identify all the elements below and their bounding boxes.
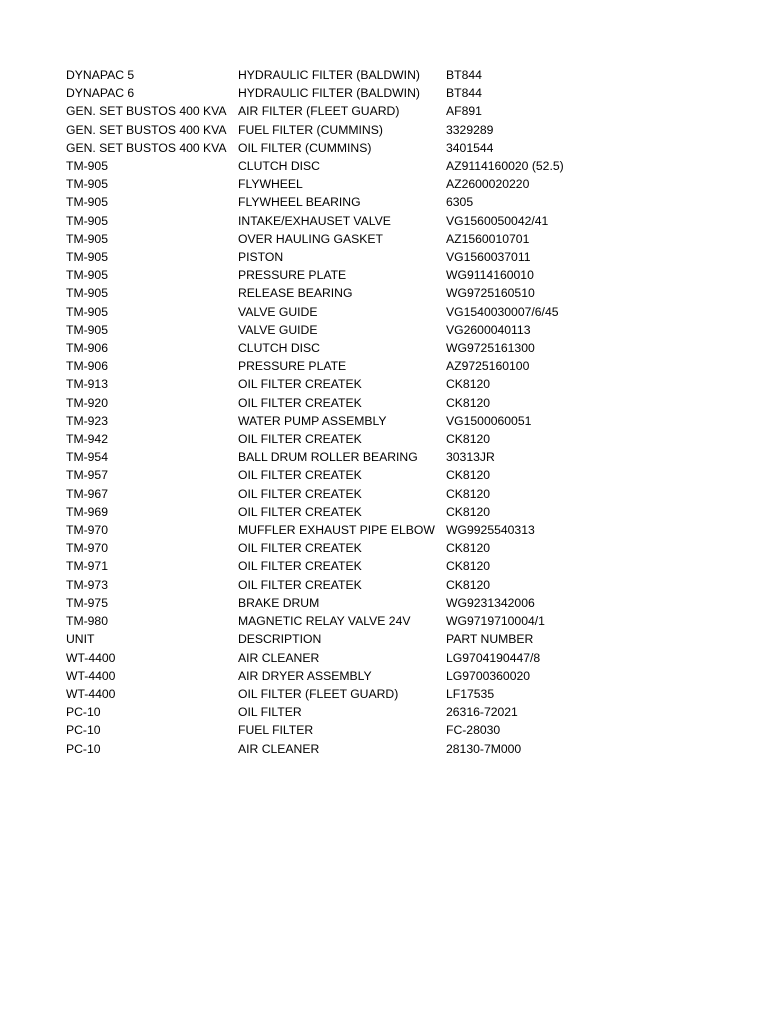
table-row [66, 139, 706, 157]
description-cell: OIL FILTER (CUMMINS) [238, 140, 372, 155]
description-cell: OIL FILTER CREATEK [238, 486, 362, 501]
description-cell: OIL FILTER CREATEK [238, 504, 362, 519]
table-row [66, 685, 706, 703]
table-row [66, 157, 706, 175]
table-row [66, 740, 706, 758]
unit-cell: TM-905 [66, 231, 108, 246]
part-number-cell: VG1560037011 [446, 250, 531, 265]
table-row [66, 630, 706, 648]
table-row [66, 193, 706, 211]
description-cell: WATER PUMP ASSEMBLY [238, 413, 387, 428]
part-number-cell: LG9700360020 [446, 668, 531, 683]
unit-cell: WT-4400 [66, 650, 116, 665]
table-row [66, 66, 706, 84]
table-row [66, 649, 706, 667]
description-cell: VALVE GUIDE [238, 304, 318, 319]
part-number-cell: CK8120 [446, 504, 491, 519]
table-row [66, 339, 706, 357]
unit-cell: TM-942 [66, 432, 108, 447]
part-number-cell: FC-28030 [446, 723, 501, 738]
description-cell: AIR CLEANER [238, 741, 320, 756]
description-cell: DESCRIPTION [238, 632, 322, 647]
unit-cell: TM-967 [66, 486, 108, 501]
unit-cell: TM-969 [66, 504, 108, 519]
unit-cell: TM-970 [66, 523, 108, 538]
table-row [66, 303, 706, 321]
table-row [66, 248, 706, 266]
table-row [66, 102, 706, 120]
description-cell: AIR DRYER ASSEMBLY [238, 668, 372, 683]
part-number-cell: CK8120 [446, 541, 491, 556]
unit-cell: TM-905 [66, 268, 108, 283]
table-row [66, 357, 706, 375]
description-cell: FLYWHEEL BEARING [238, 195, 361, 210]
description-cell: OIL FILTER (FLEET GUARD) [238, 686, 399, 701]
table-row [66, 466, 706, 484]
part-number-cell: CK8120 [446, 577, 491, 592]
table-row [66, 84, 706, 102]
unit-cell: PC-10 [66, 723, 101, 738]
part-number-cell: 28130-7M000 [446, 741, 522, 756]
part-number-cell: WG9114160010 [446, 268, 534, 283]
part-number-cell: 26316-72021 [446, 705, 518, 720]
table-row [66, 212, 706, 230]
unit-cell: TM-954 [66, 450, 108, 465]
table-row [66, 321, 706, 339]
description-cell: FUEL FILTER [238, 723, 314, 738]
unit-cell: TM-913 [66, 377, 108, 392]
unit-cell: TM-920 [66, 395, 108, 410]
part-number-cell: LG9704190447/8 [446, 650, 541, 665]
unit-cell: TM-905 [66, 159, 108, 174]
table-row [66, 175, 706, 193]
unit-cell: DYNAPAC 6 [66, 86, 135, 101]
part-number-cell: VG1560050042/41 [446, 213, 549, 228]
unit-cell: PC-10 [66, 705, 101, 720]
table-row [66, 703, 706, 721]
part-number-cell: AZ2600020220 [446, 177, 530, 192]
part-number-cell: AZ9725160100 [446, 359, 530, 374]
unit-cell: TM-973 [66, 577, 108, 592]
description-cell: CLUTCH DISC [238, 159, 320, 174]
description-cell: OIL FILTER CREATEK [238, 377, 362, 392]
table-row [66, 375, 706, 393]
description-cell: OIL FILTER [238, 705, 302, 720]
unit-cell: WT-4400 [66, 668, 116, 683]
part-number-cell: 30313JR [446, 450, 495, 465]
part-number-cell: CK8120 [446, 432, 491, 447]
description-cell: OVER HAULING GASKET [238, 231, 383, 246]
table-row [66, 539, 706, 557]
table-row [66, 266, 706, 284]
part-number-cell: BT844 [446, 68, 482, 82]
part-number-cell: CK8120 [446, 395, 491, 410]
table-row [66, 230, 706, 248]
table-row [66, 521, 706, 539]
table-row [66, 430, 706, 448]
table-row [66, 576, 706, 594]
part-number-cell: 3329289 [446, 122, 494, 137]
unit-cell: TM-905 [66, 322, 108, 337]
part-number-cell: WG9925540313 [446, 523, 535, 538]
unit-cell: TM-905 [66, 177, 108, 192]
part-number-cell: 6305 [446, 195, 474, 210]
part-number-cell: WG9231342006 [446, 595, 535, 610]
description-cell: HYDRAULIC FILTER (BALDWIN) [238, 68, 420, 82]
description-cell: PISTON [238, 250, 284, 265]
part-number-cell: CK8120 [446, 377, 491, 392]
description-cell: CLUTCH DISC [238, 341, 320, 356]
description-cell: INTAKE/EXHAUSET VALVE [238, 213, 391, 228]
unit-cell: TM-905 [66, 250, 108, 265]
description-cell: BRAKE DRUM [238, 595, 320, 610]
unit-cell: TM-905 [66, 304, 108, 319]
description-cell: HYDRAULIC FILTER (BALDWIN) [238, 86, 420, 101]
description-cell: FLYWHEEL [238, 177, 303, 192]
part-number-cell: AZ9114160020 (52.5) [446, 159, 564, 174]
table-row [66, 485, 706, 503]
description-cell: OIL FILTER CREATEK [238, 395, 362, 410]
description-cell: MUFFLER EXHAUST PIPE ELBOW [238, 523, 435, 538]
part-number-cell: VG1500060051 [446, 413, 532, 428]
part-number-cell: CK8120 [446, 559, 491, 574]
part-number-cell: LF17535 [446, 686, 495, 701]
unit-cell: GEN. SET BUSTOS 400 KVA [66, 122, 227, 137]
description-cell: OIL FILTER CREATEK [238, 468, 362, 483]
unit-cell: TM-906 [66, 359, 108, 374]
description-cell: PRESSURE PLATE [238, 268, 347, 283]
description-cell: OIL FILTER CREATEK [238, 432, 362, 447]
description-cell: RELEASE BEARING [238, 286, 353, 301]
part-number-cell: WG9719710004/1 [446, 614, 545, 629]
table-row [66, 284, 706, 302]
parts-table-body [66, 66, 706, 758]
parts-table [66, 66, 706, 758]
description-cell: OIL FILTER CREATEK [238, 577, 362, 592]
description-cell: OIL FILTER CREATEK [238, 541, 362, 556]
table-row [66, 448, 706, 466]
table-row [66, 121, 706, 139]
unit-cell: TM-971 [66, 559, 108, 574]
table-row [66, 594, 706, 612]
description-cell: VALVE GUIDE [238, 322, 318, 337]
description-cell: AIR CLEANER [238, 650, 320, 665]
part-number-cell: CK8120 [446, 468, 491, 483]
description-cell: BALL DRUM ROLLER BEARING [238, 450, 418, 465]
part-number-cell: WG9725160510 [446, 286, 535, 301]
unit-cell: TM-906 [66, 341, 108, 356]
unit-cell: TM-905 [66, 213, 108, 228]
unit-cell: UNIT [66, 632, 95, 647]
spreadsheet-page [66, 66, 706, 758]
description-cell: MAGNETIC RELAY VALVE 24V [238, 614, 411, 629]
part-number-cell: 3401544 [446, 140, 494, 155]
unit-cell: WT-4400 [66, 686, 116, 701]
description-cell: AIR FILTER (FLEET GUARD) [238, 104, 400, 119]
unit-cell: DYNAPAC 5 [66, 68, 135, 82]
unit-cell: TM-923 [66, 413, 108, 428]
part-number-cell: BT844 [446, 86, 482, 101]
description-cell: FUEL FILTER (CUMMINS) [238, 122, 383, 137]
unit-cell: GEN. SET BUSTOS 400 KVA [66, 140, 227, 155]
unit-cell: TM-905 [66, 286, 108, 301]
unit-cell: TM-970 [66, 541, 108, 556]
part-number-cell: PART NUMBER [446, 632, 534, 647]
table-row [66, 394, 706, 412]
unit-cell: TM-975 [66, 595, 108, 610]
unit-cell: GEN. SET BUSTOS 400 KVA [66, 104, 227, 119]
description-cell: OIL FILTER CREATEK [238, 559, 362, 574]
unit-cell: TM-905 [66, 195, 108, 210]
table-row [66, 557, 706, 575]
table-row [66, 503, 706, 521]
part-number-cell: CK8120 [446, 486, 491, 501]
part-number-cell: AF891 [446, 104, 482, 119]
table-row [66, 667, 706, 685]
table-row [66, 412, 706, 430]
part-number-cell: WG9725161300 [446, 341, 535, 356]
description-cell: PRESSURE PLATE [238, 359, 347, 374]
table-row [66, 721, 706, 739]
table-row [66, 612, 706, 630]
part-number-cell: VG1540030007/6/45 [446, 304, 559, 319]
part-number-cell: AZ1560010701 [446, 231, 530, 246]
part-number-cell: VG2600040113 [446, 322, 531, 337]
unit-cell: PC-10 [66, 741, 101, 756]
unit-cell: TM-957 [66, 468, 108, 483]
unit-cell: TM-980 [66, 614, 108, 629]
